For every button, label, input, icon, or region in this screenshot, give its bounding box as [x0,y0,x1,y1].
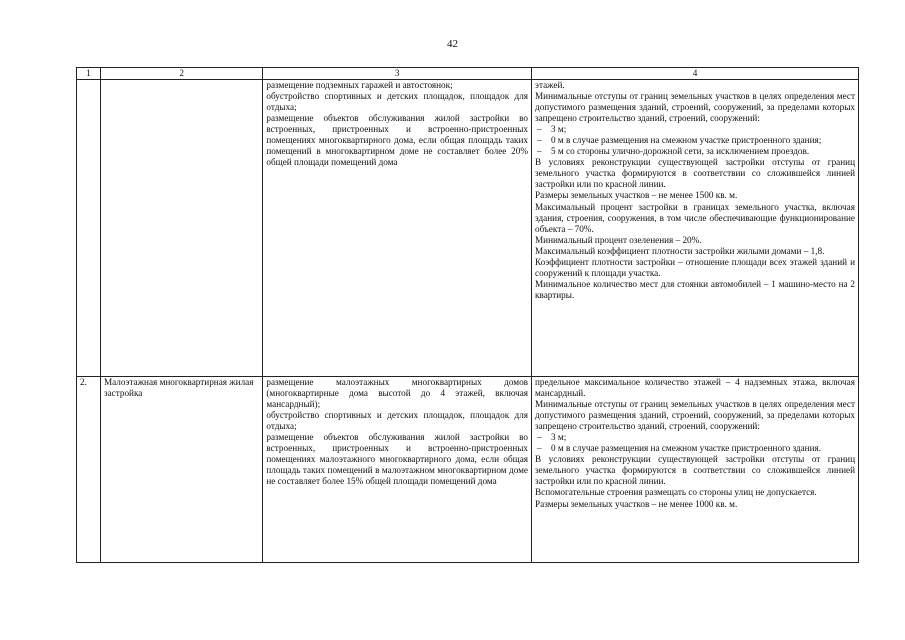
parameter-text: В условиях реконструкции существующей застройки отступы от границ земельного участка формируются в соответствии со сложившейся линией застройки или по красной линии. [535,157,855,190]
list-item: – 3 м; [535,432,855,443]
page-number: 42 [447,38,458,50]
parameter-text: Максимальный коэффициент плотности застройки жилыми домами – 1,8. [535,245,825,256]
permitted-use-text: размещение малоэтажных многоквартирных домов (многоквартирные дома высотой до 4 этажей, включая мансардный); [266,377,529,410]
parameter-text: Минимальный процент озеленения – 20%. [535,234,702,245]
parameter-text: Минимальные отступы от границ земельных участков в целях определения мест допустимого размещения зданий, строений, сооружений, за пределами которых запрещено строительство зданий, строений, сооружений: [535,91,855,124]
parameter-text: Минимальные отступы от границ земельных участков в целях определения мест допустимого размещения зданий, строений, сооружений, за пределами которых запрещено строительство зданий, строений, сооружений: [535,399,855,432]
list-item: – 0 м в случае размещения на смежном участке пристроенного здания. [535,443,855,454]
parameter-text: предельное максимальное количество этажей – 4 надземных этажа, включая мансардный. [535,377,855,399]
parameter-text: В условиях реконструкции существующей застройки отступы от границ земельного участка формируются в соответствии со сложившейся линией застройки или по красной линии. [535,454,855,487]
row-number [77,80,101,377]
permitted-use-text: размещение подземных гаражей и автостоянок; [266,80,453,90]
permitted-use-text: обустройство спортивных и детских площадок, площадок для отдыха; [266,410,529,432]
list-item: – 0 м в случае размещения на смежном участке пристроенного здания; [535,135,855,146]
land-use-name: Малоэтажная многоквартирная жилая застройка [100,377,262,563]
setback-list [535,124,855,157]
list-item: – 3 м; [535,124,855,135]
permitted-uses-cell [263,80,532,377]
list-item: – 5 м со стороны улично-дорожной сети, за исключением проездов. [535,146,855,157]
column-header-2: 2 [100,68,262,80]
permitted-use-text: обустройство спортивных и детских площадок, площадок для отдыха; [266,91,529,113]
parameters-cell [532,80,859,377]
land-use-name [100,80,262,377]
column-header-4: 4 [532,68,859,80]
table-row [77,377,859,563]
column-header-3: 3 [263,68,532,80]
regulations-table [76,67,859,563]
permitted-uses-cell [263,377,532,563]
table-header-row [77,68,859,80]
parameter-text: Коэффициент плотности застройки – отношение площади всех этажей зданий и сооружений к площади участка. [535,256,855,278]
row-number: 2. [77,377,101,563]
column-header-1: 1 [77,68,101,80]
parameter-text: Размеры земельных участков – не менее 1500 кв. м. [535,190,738,201]
permitted-use-text: размещение объектов обслуживания жилой застройки во встроенных, пристроенных и встроенно-пристроенных помещениях малоэтажного многоквартирного дома, если общая площадь таких помещений в малоэтажном многоквартирном доме не составляет более 15% общей площади помещений дома [266,432,529,487]
permitted-use-text: размещение объектов обслуживания жилой застройки во встроенных, пристроенных и встроенно-пристроенных помещениях многоквартирного дома, если общая площадь таких помещений в многоквартирном доме не составляет более 20% общей площади помещений дома [266,113,529,168]
parameter-text: Максимальный процент застройки в границах земельного участка, включая здания, строения, сооружения, в том числе обеспечивающие функционирование объекта – 70%. [535,201,855,234]
parameter-text: Вспомогательные строения размещать со стороны улиц не допускается. [535,487,817,498]
parameter-text: этажей. [535,80,565,90]
parameters-cell [532,377,859,563]
setback-list [535,432,855,454]
parameter-text: Минимальное количество мест для стоянки автомобилей – 1 машино-место на 2 квартиры. [535,278,855,300]
table-row [77,80,859,377]
parameter-text: Размеры земельных участков – не менее 1000 кв. м. [535,498,738,509]
